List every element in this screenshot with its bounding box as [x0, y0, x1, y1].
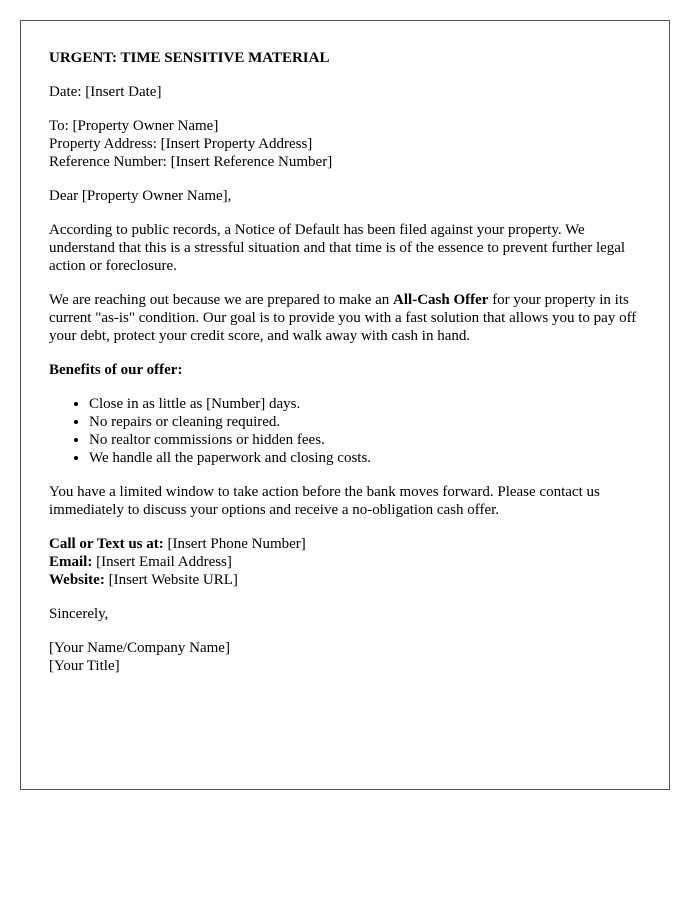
recipient-block	[49, 117, 649, 171]
closing: Sincerely,	[49, 606, 109, 622]
contact-block	[49, 535, 649, 589]
phone-label: Call or Text us at:	[49, 536, 164, 552]
salutation: Dear [Property Owner Name],	[49, 188, 232, 204]
offer-text-after: for your property in its current "as-is" condition. Our goal is to provide you with a fast solution that allows you to pay off your debt, protect your credit score, and walk away with cash in hand.	[49, 292, 637, 344]
website-line	[49, 571, 649, 589]
paragraph-offer	[49, 291, 649, 345]
email-line	[49, 553, 649, 571]
benefit-item: • No repairs or cleaning required.	[89, 413, 649, 431]
signature-title: [Your Title]	[49, 658, 120, 674]
date-line: Date: [Insert Date]	[49, 84, 162, 100]
email-label: Email:	[49, 554, 93, 570]
offer-text-before: We are reaching out because we are prepared to make an	[49, 292, 394, 308]
email-value: [Insert Email Address]	[92, 554, 232, 570]
all-cash-offer-emphasis: All-Cash Offer	[393, 292, 489, 308]
benefit-item: • We handle all the paperwork and closing costs.	[89, 449, 649, 467]
website-label: Website:	[49, 572, 105, 588]
paragraph-notice-of-default: According to public records, a Notice of Default has been filed against your property. We understand that this is a stressful situation and that time is of the essence to prevent further legal action or foreclosure.	[49, 222, 626, 274]
website-value: [Insert Website URL]	[104, 572, 238, 588]
benefits-heading: Benefits of our offer:	[49, 362, 183, 378]
phone-line	[49, 535, 649, 553]
phone-value: [Insert Phone Number]	[163, 536, 306, 552]
signature-name: [Your Name/Company Name]	[49, 640, 230, 656]
benefit-item: • No realtor commissions or hidden fees.	[89, 431, 649, 449]
property-address-line: Property Address: [Insert Property Address]	[49, 136, 313, 152]
letter-container	[20, 20, 670, 790]
signature-block	[49, 639, 649, 675]
benefits-list	[49, 395, 649, 467]
reference-number-line: Reference Number: [Insert Reference Number]	[49, 154, 333, 170]
to-line: To: [Property Owner Name]	[49, 118, 219, 134]
benefit-item: • Close in as little as [Number] days.	[89, 395, 649, 413]
letter-heading: URGENT: TIME SENSITIVE MATERIAL	[49, 50, 330, 66]
paragraph-call-to-action: You have a limited window to take action before the bank moves forward. Please contact us immediately to discuss your options and receive a no-obligation cash offer.	[49, 484, 600, 518]
